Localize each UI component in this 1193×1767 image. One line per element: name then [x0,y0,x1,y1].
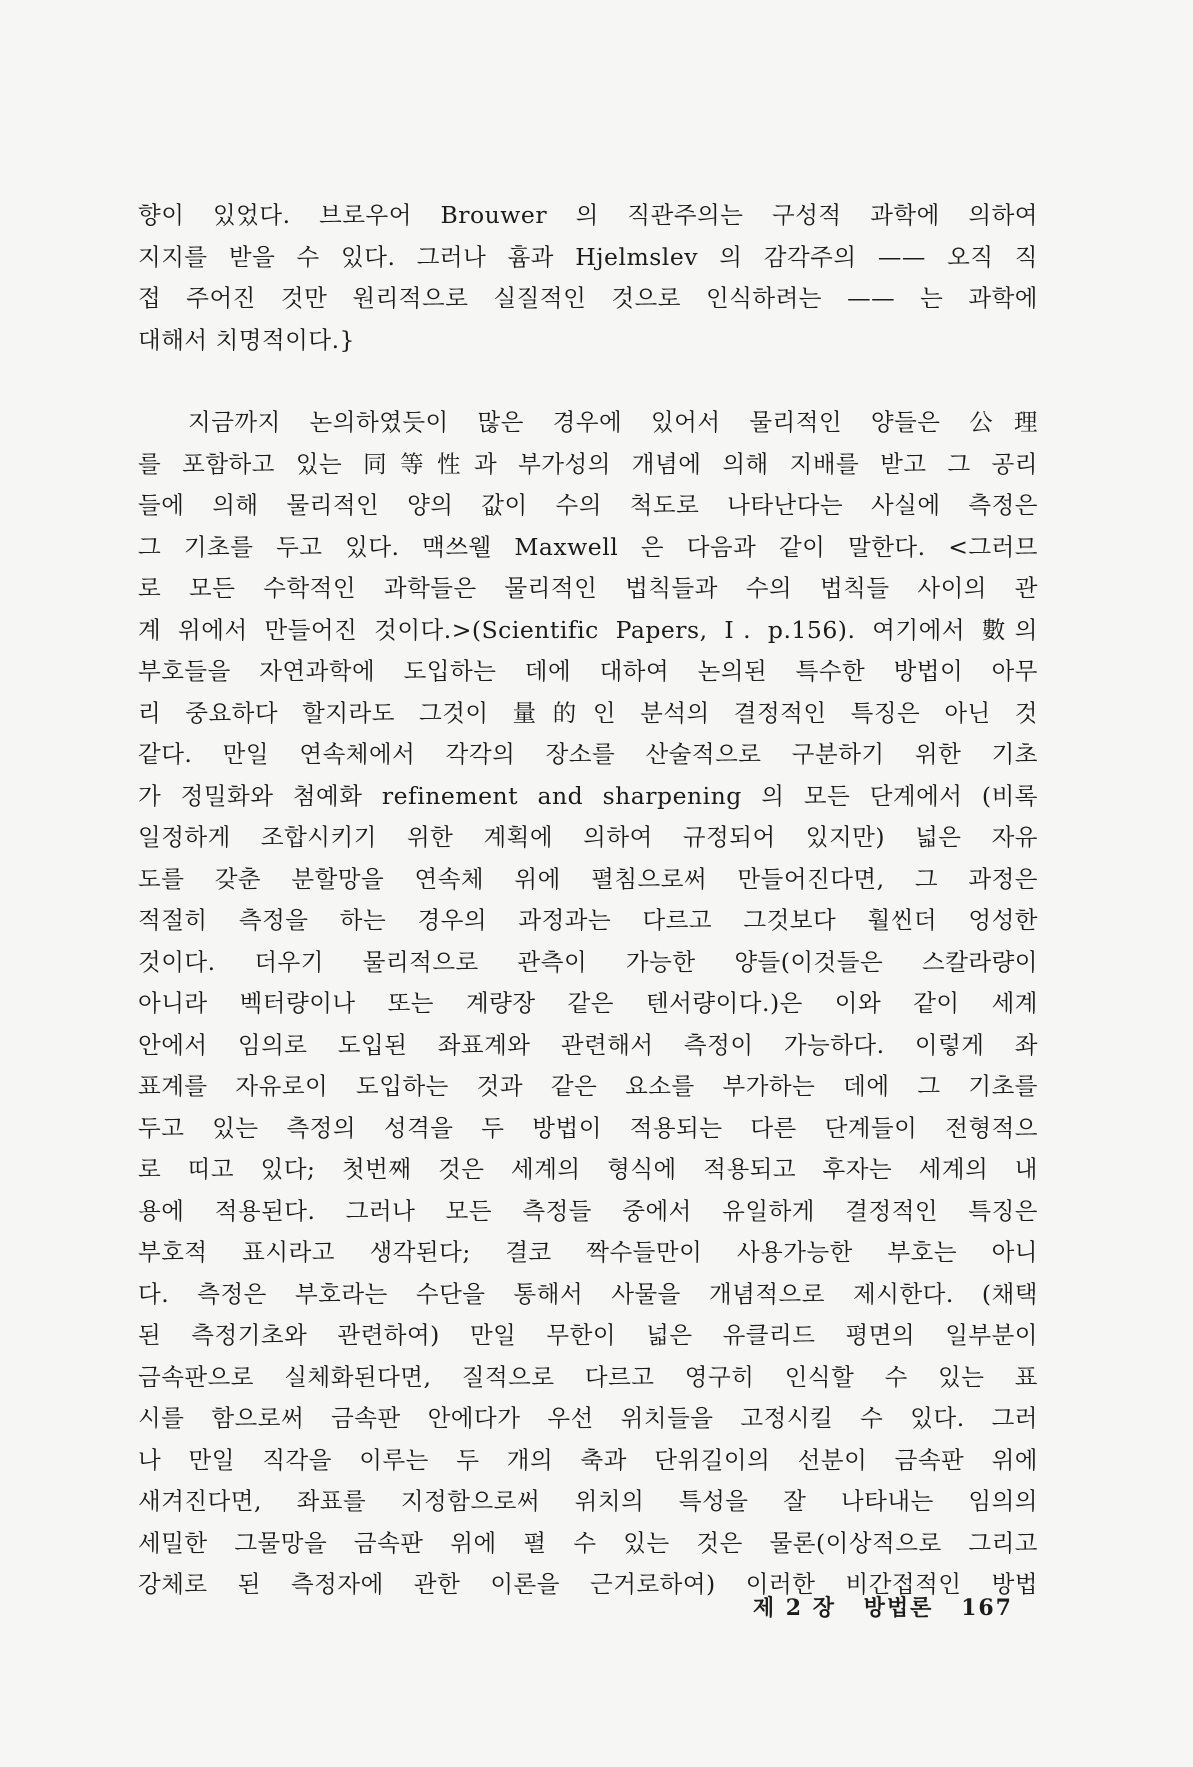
text-line: 도를 갖춘 분할망을 연속체 위에 펼침으로써 만들어진다면, 그 과정은 [138,864,1038,893]
text-line: 로 띠고 있다; 첫번째 것은 세계의 형식에 적용되고 후자는 세계의 내 [138,1155,1038,1183]
text-line: 를 포함하고 있는 同等性과 부가성의 개념에 의해 지배를 받고 그 공리 [138,449,1038,478]
text-line: 향이 있었다. 브로우어 Brouwer 의 직관주의는 구성적 과학에 의하여 [138,201,1038,229]
text-line: 로 모든 수학적인 과학들은 물리적인 법칙들과 수의 법칙들 사이의 관 [138,574,1038,602]
text-line: 용에 적용된다. 그러나 모든 측정들 중에서 유일하게 결정적인 특징은 [138,1196,1038,1225]
text-line: 접 주어진 것만 원리적으로 실질적인 것으로 인식하려는 —— 는 과학에 [138,284,1038,312]
text-line: 다. 측정은 부호라는 수단을 통해서 사물을 개념적으로 제시한다. (채택 [138,1279,1038,1308]
chapter-label: 제 2 장 [752,1595,836,1621]
text-line: 아니라 벡터량이나 또는 계량장 같은 텐서량이다.)은 이와 같이 세계 [138,989,1038,1017]
text-line: 리 중요하다 할지라도 그것이 量的인 분석의 결정적인 특징은 아닌 것 [138,698,1038,727]
text-line: 강체로 된 측정자에 관한 이론을 근거로하여) 이러한 비간접적인 방법 [138,1570,1038,1598]
text-line: 된 측정기초와 관련하여) 만일 무한이 넓은 유클리드 평면의 일부분이 [138,1321,1038,1349]
text-line: 시를 함으로써 금속판 안에다가 우선 위치들을 고정시킬 수 있다. 그러 [138,1404,1038,1432]
text-line: 세밀한 그물망을 금속판 위에 펼 수 있는 것은 물론(이상적으로 그리고 [138,1528,1038,1557]
paragraph-spacer [138,361,1038,402]
text-line: 들에 의해 물리적인 양의 값이 수의 척도로 나타난다는 사실에 측정은 [138,491,1038,519]
text-line: 적절히 측정을 하는 경우의 과정과는 다르고 그것보다 훨씬더 엉성한 [138,906,1038,934]
text-line: 지금까지 논의하였듯이 많은 경우에 있어서 물리적인 양들은 公理 [188,408,1038,436]
page-footer [753,1591,1013,1622]
paragraph-2 [138,402,1038,1606]
text-line: 가 정밀화와 첨예화 refinement and sharpening 의 모든 단계에서 (비록 [138,781,1038,810]
text-line: 같다. 만일 연속체에서 각각의 장소를 산술적으로 구분하기 위한 기초 [138,740,1038,768]
chapter-title: 방법론 [863,1595,934,1621]
paragraph-1 [138,195,1038,361]
text-line: 지지를 받을 수 있다. 그러나 흄과 Hjelmslev 의 감각주의 —— 오직 직 [138,242,1038,271]
text-line: 두고 있는 측정의 성격을 두 방법이 적용되는 다른 단계들이 전형적으 [138,1113,1038,1142]
text-line: 것이다. 더우기 물리적으로 관측이 가능한 양들(이것들은 스칼라량이 [138,947,1038,976]
body-text [138,195,1038,1606]
text-line: 부호적 표시라고 생각된다; 결코 짝수들만이 사용가능한 부호는 아니 [138,1238,1038,1266]
text-line: 금속판으로 실체화된다면, 질적으로 다르고 영구히 인식할 수 있는 표 [138,1362,1038,1391]
text-line: 대해서 치명적이다.} [138,325,355,354]
page-number: 167 [961,1595,1013,1621]
text-line: 계 위에서 만들어진 것이다.>(Scientific Papers, Ⅰ. p.156). 여기에서 數의 [138,615,1038,644]
text-line: 부호들을 자연과학에 도입하는 데에 대하여 논의된 특수한 방법이 아무 [138,657,1038,685]
text-line: 안에서 임의로 도입된 좌표계와 관련해서 측정이 가능하다. 이렇게 좌 [138,1030,1038,1059]
text-line: 표계를 자유로이 도입하는 것과 같은 요소를 부가하는 데에 그 기초를 [138,1072,1038,1100]
text-line: 새겨진다면, 좌표를 지정함으로써 위치의 특성을 잘 나타내는 임의의 [138,1487,1038,1515]
text-line: 그 기초를 두고 있다. 맥쓰웰 Maxwell 은 다음과 같이 말한다. <그러므 [138,532,1038,561]
text-line: 나 만일 직각을 이루는 두 개의 축과 단위길이의 선분이 금속판 위에 [138,1445,1038,1474]
text-line: 일정하게 조합시키기 위한 계획에 의하여 규정되어 있지만) 넓은 자유 [138,823,1038,851]
